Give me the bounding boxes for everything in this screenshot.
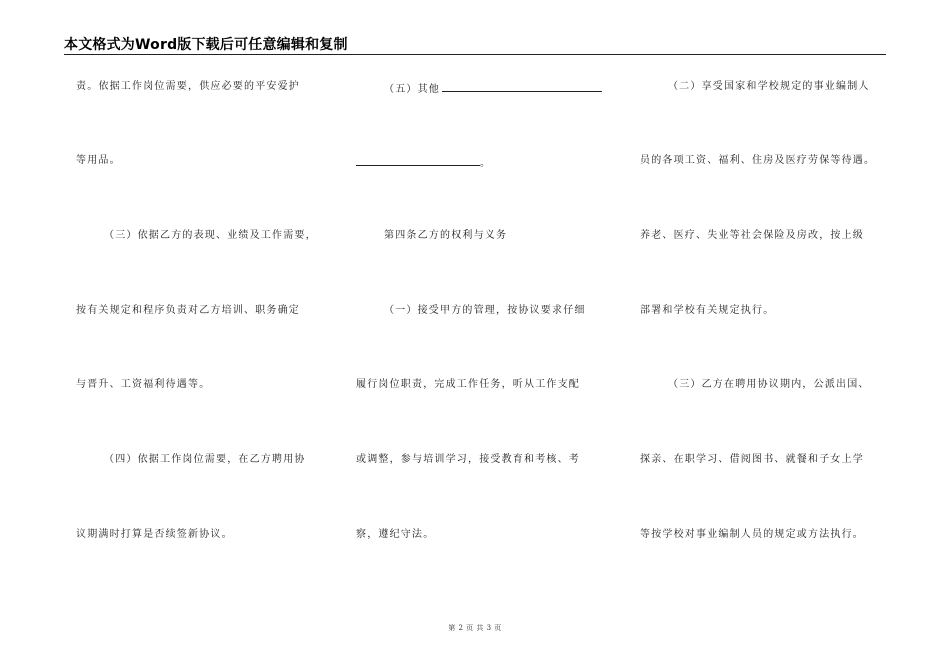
text-line: 探亲、在职学习、借阅图书、就餐和子女上学 — [640, 454, 864, 465]
text-line: 员的各项工资、福利、住房及医疗劳保等待遇。 — [640, 155, 876, 166]
text-line: 与晋升、工资福利待遇等。 — [76, 379, 211, 390]
text-line: 议期满时打算是否续签新协议。 — [76, 529, 233, 540]
text-line: 等按学校对事业编制人员的规定或方法执行。 — [640, 529, 864, 540]
header-title: 本文格式为Word版下载后可任意编辑和复制 — [64, 37, 348, 53]
text-span: （五）其他 — [384, 84, 440, 95]
fill-blank — [356, 155, 480, 166]
text-span: 。 — [480, 158, 492, 169]
text-line: （三）依据乙方的表现、业绩及工作需要， — [104, 230, 317, 241]
text-line: （二）享受国家和学校规定的事业编制人 — [668, 81, 870, 92]
page-number: 第 2 页 共 3 页 — [448, 624, 502, 632]
text-line: （四）依据工作岗位需要，在乙方聘用协 — [104, 454, 306, 465]
text-line — [356, 155, 491, 170]
text-line: 按有关规定和程序负责对乙方培训、职务确定 — [76, 305, 300, 316]
document-header — [64, 34, 886, 55]
text-line: 履行岗位职责，完成工作任务，听从工作支配 — [356, 379, 580, 390]
text-line: 等用品。 — [76, 155, 121, 166]
text-line: 养老、医疗、失业等社会保险及房改，按上级 — [640, 230, 864, 241]
text-line: （三）乙方在聘用协议期内，公派出国、 — [668, 379, 870, 390]
text-line — [384, 81, 602, 96]
text-line: 责。依据工作岗位需要，供应必要的平安爱护 — [76, 81, 300, 92]
text-line: 或调整，参与培训学习，接受教育和考核、考 — [356, 454, 580, 465]
text-line: （一）接受甲方的管理，按协议要求仔细 — [384, 305, 586, 316]
fill-blank — [442, 81, 602, 92]
text-line: 部署和学校有关规定执行。 — [640, 305, 775, 316]
text-line: 察，遵纪守法。 — [356, 529, 435, 540]
section-heading: 第四条乙方的权利与义务 — [384, 230, 508, 241]
